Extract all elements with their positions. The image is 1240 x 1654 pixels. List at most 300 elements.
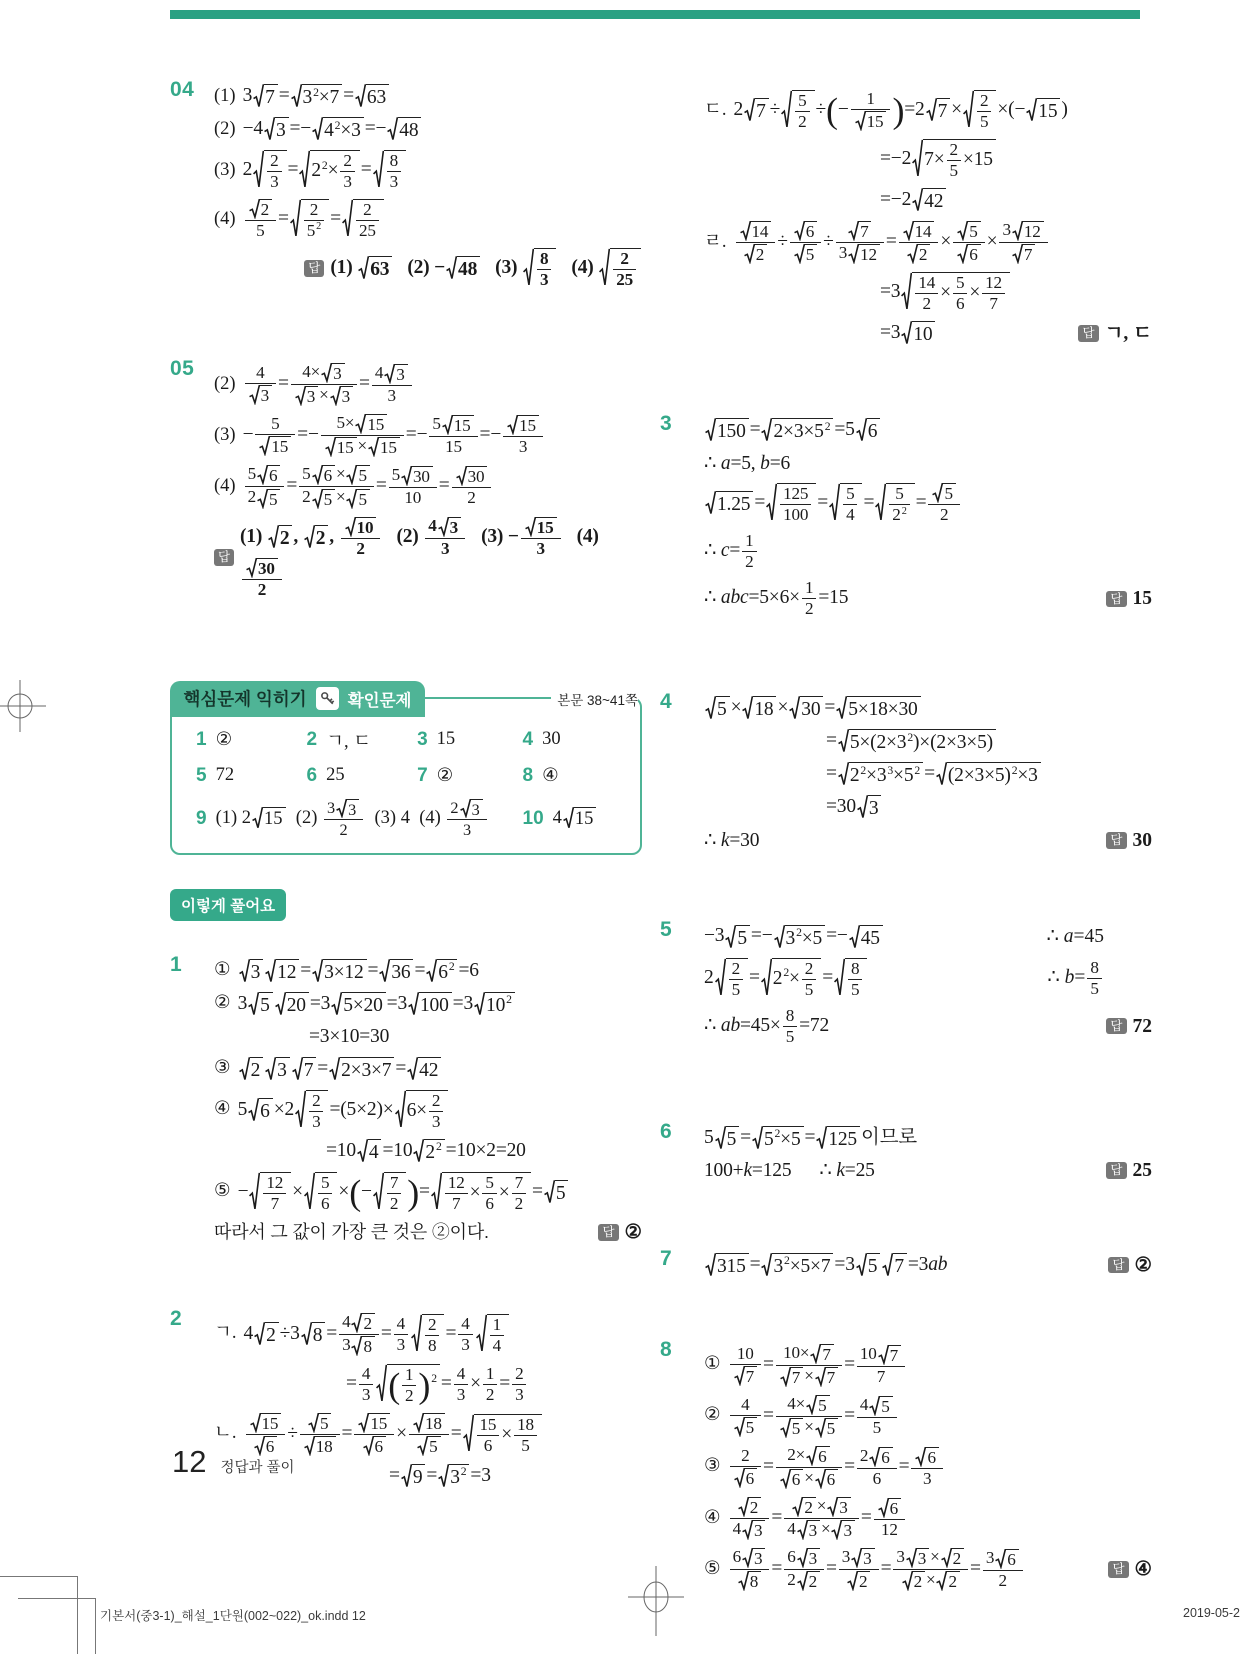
problem-number: 5 [660, 918, 673, 942]
math-expression: − $\frac{12}{7}$ × $\frac{5}{6}$ ×(− $\frac{7}{2}$ )= $\frac{12}{7}$ × $\frac{5}{6}$ × $\frac{7}{2}$ = 5 [238, 1172, 570, 1213]
radical-sign [248, 1098, 259, 1123]
radical-sign [738, 1497, 749, 1517]
math-expression: =−2 42 [880, 188, 947, 213]
answer-line [704, 321, 1152, 346]
radical-sign [431, 1172, 442, 1213]
radical-sign [806, 1395, 817, 1415]
radical-sign [797, 1520, 808, 1540]
radical-sign [856, 418, 867, 443]
answer-cell [417, 765, 518, 787]
right-column [660, 60, 1152, 1599]
radical-sign [901, 272, 912, 313]
math-expression: 100+k=125 ∴ k=25 [704, 1160, 875, 1182]
radical-sign [446, 256, 457, 281]
solution-line [214, 1364, 642, 1405]
radical-sign [766, 483, 777, 524]
radical-sign [301, 1322, 312, 1347]
radical-sign [936, 762, 947, 787]
answer-line [214, 248, 642, 289]
radical-sign [304, 1172, 315, 1213]
problem-number [660, 82, 704, 84]
answer-value: 15 [1132, 588, 1152, 610]
solution-line [704, 795, 1152, 820]
math-expression: 315 = $3^2\times 5\times 7$ =3 5 7 =3ab [704, 1253, 947, 1278]
problem-number: 2 [170, 1306, 183, 1330]
problem-block [660, 1336, 1152, 1600]
radical-sign [355, 414, 366, 434]
radical-sign [507, 415, 518, 435]
radical-sign [401, 466, 412, 486]
solution-lines [704, 1245, 1152, 1286]
answer-line [704, 1159, 1152, 1183]
answer-cell-number: 7 [417, 764, 428, 786]
radical-sign [249, 1172, 260, 1213]
answer-tag [584, 1221, 642, 1244]
radical-sign [915, 1447, 926, 1467]
math-expression: =3×10=30 [309, 1026, 390, 1048]
solution-line [704, 1446, 1152, 1489]
math-expression: −3 5 =− $3^2\times 5$ =− 45 [704, 924, 884, 949]
radical-sign [249, 385, 260, 405]
line-label: ③ [214, 1058, 231, 1079]
radical-sign [963, 90, 974, 131]
solution-line [214, 992, 642, 1017]
solution-line [704, 139, 1152, 180]
problem-block [660, 1118, 1152, 1191]
radical-sign [401, 1464, 412, 1489]
page-footer-label: 정답과 풀이 [220, 1460, 295, 1476]
radical-sign [1012, 221, 1023, 241]
line-label: (3) [214, 159, 236, 180]
radical-sign [426, 959, 437, 984]
radical-sign [290, 199, 301, 240]
answer-line [704, 1253, 1152, 1278]
solution-line [214, 1090, 642, 1131]
radical-sign [407, 1057, 418, 1082]
radical-sign [705, 491, 716, 516]
radical-sign [725, 925, 736, 950]
answer-cell-value: 30 [542, 729, 561, 750]
answer-cell [307, 765, 414, 787]
crop-mark [95, 1598, 96, 1654]
math-expression: 3 12 = 3×12 = 36 = $6^2$ =6 [238, 959, 479, 984]
math-expression: − $\frac{5}{15}$ =− 5× 15 15 × 15 =− 5 15 15 =− $\frac{15}{3}$ [243, 414, 545, 457]
solve-badge: 이렇게 풀어요 [170, 889, 286, 921]
radical-sign [308, 1413, 319, 1433]
math-expression: =3 10 [880, 321, 936, 346]
dap-answer-icon: 답 [1106, 1018, 1126, 1035]
answer-cell-number: 4 [522, 728, 534, 750]
radical-sign [438, 1464, 449, 1489]
radical-sign [411, 1314, 422, 1355]
radical-sign [304, 1436, 315, 1456]
solution-line [214, 199, 642, 240]
radical-sign [304, 525, 315, 550]
answer-cell-number: 3 [417, 728, 428, 750]
problem-block [170, 951, 642, 1253]
solution-lines [704, 410, 1152, 626]
solution-line [214, 1172, 642, 1213]
radical-sign [851, 1548, 862, 1568]
answer-value: ㄱ, ㄷ [1104, 323, 1152, 345]
line-label: ③ [704, 1456, 721, 1477]
answer-cell [196, 727, 303, 753]
radical-sign [599, 248, 610, 289]
problem-block [170, 355, 642, 607]
line-label: (4) [214, 208, 236, 229]
answer-cell-value: 4 15 [553, 807, 598, 830]
solution-lines [704, 916, 1152, 1053]
radical-sign [268, 525, 279, 550]
problem-number: 7 [660, 1246, 673, 1270]
dap-answer-icon: 답 [304, 260, 324, 277]
answer-tag [1094, 1254, 1152, 1277]
radical-sign [345, 517, 356, 537]
answer-cell-value: ④ [542, 765, 559, 786]
radical-sign [264, 117, 275, 142]
radical-sign [705, 418, 716, 443]
radical-sign [838, 762, 849, 787]
radical-sign [752, 1126, 763, 1151]
radical-sign [312, 489, 323, 509]
line-label: ② [704, 1405, 721, 1426]
solution-line [214, 1025, 642, 1049]
line-label: ㄱ. [214, 1323, 237, 1344]
problem-block [660, 916, 1152, 1053]
answer-tag [1092, 829, 1152, 852]
radical-sign [878, 1498, 889, 1518]
solution-line [214, 1057, 642, 1082]
radical-sign [355, 84, 366, 109]
problem-number: 04 [170, 78, 195, 101]
radical-sign [239, 959, 250, 984]
radical-sign [789, 696, 800, 721]
answer-value: ② [624, 1222, 642, 1244]
math-expression: 5 5 = $5^2\times 5$ = 125 이므로 [704, 1126, 917, 1150]
radical-sign [857, 795, 868, 820]
solution-line [704, 729, 1152, 754]
key-icon-box [316, 687, 339, 710]
line-label: (4) [214, 476, 236, 497]
problem-block [660, 688, 1152, 860]
radical-sign [395, 1090, 406, 1131]
math-expression: =30 3 [826, 795, 882, 820]
math-expression: (1) 63 (2) − 48 (3) $\frac{8}{3}$ (4) $\frac{2}{25}$ [330, 248, 642, 289]
problem-number: 8 [660, 1337, 673, 1361]
math-expression: 2 4 3 = 2 × 3 4 3 × 3 = $\frac{6}{12}$ [728, 1497, 907, 1540]
inline-answer: ∴ a=45 [1046, 926, 1104, 948]
math-expression: ∴ ab=45× $\frac{8}{5}$ =72 [704, 1005, 829, 1046]
solution-line [704, 451, 1152, 475]
radical-sign [806, 1446, 817, 1466]
radical-sign [253, 84, 264, 109]
answer-line [704, 828, 1152, 852]
radical-sign [907, 244, 918, 264]
radical-sign [413, 1139, 424, 1164]
answer-cell-value: ② [215, 729, 233, 750]
answer-cell [196, 799, 519, 839]
line-label: (2) [214, 373, 236, 394]
math-expression: 5 6 2 5 = 5 6 × 5 2 5 × 5 = 5 30 10 = $\frac{30}{2}$ [243, 465, 494, 508]
radical-sign [794, 221, 805, 241]
answer-tag [1092, 1015, 1152, 1038]
radical-sign [413, 1413, 424, 1433]
radical-sign [265, 959, 276, 984]
solution-line [704, 1395, 1152, 1438]
solution-lines [214, 951, 642, 1253]
registration-mark-left [0, 678, 48, 734]
answer-value: 72 [1132, 1015, 1152, 1037]
answer-box-page-ref: 본문 38~41쪽 [551, 689, 638, 709]
radical-sign [373, 1172, 384, 1213]
math-expression: $\frac{10}{7}$ = 10× 7 7 × 7 = 10 7 7 [728, 1344, 907, 1387]
math-expression: (1) 2 , 2 , $\frac{10}{2}$ (2) 4 3 3 (3) − $\frac{15}{3}$ (4) $\frac{30}{2}$ [240, 515, 604, 599]
answer-value: 30 [1132, 829, 1152, 851]
crop-mark [18, 1598, 95, 1599]
answer-cell [523, 727, 624, 753]
radical-sign [312, 117, 323, 142]
radical-sign [387, 117, 398, 142]
dap-answer-icon: 답 [1106, 591, 1126, 608]
math-expression: ∴ a=5, b=6 [704, 452, 791, 474]
radical-sign [792, 1497, 803, 1517]
radical-sign [358, 1413, 369, 1433]
math-expression: ∴ abc=5×6× $\frac{1}{2}$ =15 [704, 578, 849, 619]
math-expression: $\frac{14}{2}$ ÷ $\frac{6}{5}$ ÷ 7 3 12 = $\frac{14}{2}$ × $\frac{5}{6}$ × 3 12 7 [734, 221, 1050, 264]
radical-sign [544, 1180, 555, 1205]
math-expression: = $\frac{4}{3}$ ( $\frac{1}{2}$ )$^2$ = $\frac{4}{3}$ × $\frac{1}{2}$ = $\frac{2}{3}$ [346, 1364, 528, 1405]
solution-line [704, 1344, 1152, 1387]
line-label: (2) [214, 118, 236, 139]
radical-sign [292, 1057, 303, 1082]
dap-answer-icon: 답 [1106, 1162, 1126, 1179]
radical-sign [882, 1253, 893, 1278]
radical-sign [321, 363, 332, 383]
radical-sign [810, 1344, 821, 1364]
answer-cell-number: 8 [522, 764, 534, 786]
print-date: 2019-05-2 [1183, 1606, 1240, 1620]
dap-answer-icon: 답 [1108, 1561, 1128, 1578]
answer-cell-number: 5 [196, 764, 207, 786]
radical-sign [705, 1253, 716, 1278]
solution-line [704, 696, 1152, 721]
radical-sign [912, 188, 923, 213]
solution-lines [704, 82, 1152, 354]
math-expression: 2 3 7 = 2×3×7 = 42 [238, 1057, 443, 1082]
answer-line [704, 1548, 1152, 1591]
radical-sign [834, 958, 845, 999]
math-expression: 150 = $2\times 3\times 5^2$ =5 6 [704, 418, 881, 443]
radical-sign [257, 489, 268, 509]
line-label: ② [214, 993, 231, 1014]
radical-sign [831, 1520, 842, 1540]
answer-value: 25 [1132, 1160, 1152, 1182]
radical-sign [329, 1057, 340, 1082]
solution-line [214, 414, 642, 457]
radical-sign [780, 1469, 791, 1489]
solve-badge-wrap [170, 855, 642, 921]
answer-tag [1094, 1558, 1152, 1581]
math-expression: $\frac{4}{3}$ = 4× 3 3 × 3 = 4 3 3 [243, 363, 414, 406]
radical-sign [815, 1469, 826, 1489]
radical-sign [941, 1548, 952, 1568]
math-expression: = $2^2\times 3^3\times 5^2$ = $(2\times 3\times 5)^2\times 3$ [826, 762, 1042, 787]
radical-sign [744, 98, 755, 123]
math-expression: 3 7 = $3^2\times 7$ = 63 [243, 84, 390, 109]
solution-line [704, 532, 1152, 571]
line-label: (1) [214, 85, 236, 106]
radical-sign [408, 992, 419, 1017]
radical-sign [331, 992, 342, 1017]
answer-cell-value: ㄱ, ㄷ [326, 731, 372, 752]
inline-answer: ∴ b= $\frac{8}{5}$ [1047, 959, 1104, 998]
answer-line [704, 579, 1152, 618]
radical-sign [474, 992, 485, 1017]
math-expression: 6 3 8 = 6 3 2 2 = 3 3 2 = 3 3 × 2 2 × 2 = 3 6 2 [728, 1548, 1025, 1591]
radical-sign [797, 1571, 808, 1591]
radical-sign [848, 244, 859, 264]
radical-sign [878, 1345, 889, 1365]
radical-sign [1012, 244, 1023, 264]
dap-answer-icon: 답 [214, 549, 234, 566]
radical-sign [442, 415, 453, 435]
radical-sign [815, 1418, 826, 1438]
answer-line [704, 1007, 1152, 1046]
radical-sign [357, 1139, 368, 1164]
answer-cell-number: 9 [196, 807, 207, 829]
radical-sign [855, 111, 866, 131]
print-filename: 기본서(중3-1)_해설_1단원(002~022)_ok.indd 12 [100, 1609, 366, 1623]
radical-sign [995, 1549, 1006, 1569]
solution-lines [704, 1336, 1152, 1600]
radical-sign [275, 992, 286, 1017]
radical-sign [312, 465, 323, 485]
radical-sign [849, 925, 860, 950]
answer-cell-value: 72 [215, 765, 235, 786]
math-expression: −4 3 =− $4^2\times 3$ =− 48 [243, 117, 423, 142]
problem-number: 1 [170, 952, 183, 976]
radical-sign [744, 244, 755, 264]
radical-sign [417, 1436, 428, 1456]
line-label: ① [704, 1354, 721, 1375]
radical-sign [906, 1548, 917, 1568]
line-label: ㄹ. [704, 231, 727, 252]
line-label: ④ [704, 1507, 721, 1528]
math-expression: = $5\times(2\times 3^2)\times(2\times 3\times 5)$ [826, 729, 997, 754]
radical-sign [254, 1322, 265, 1347]
radical-sign [363, 1436, 374, 1456]
solution-line [704, 924, 1152, 949]
radical-sign [249, 199, 260, 219]
key-icon [320, 691, 335, 706]
radical-sign [848, 221, 859, 241]
math-expression: 3 5 20 =3 5×20 =3 100 =3 $10^2$ [238, 992, 516, 1017]
radical-sign [838, 729, 849, 754]
math-expression: 2 $\frac{2}{3}$ = $2^2\times$ $\frac{2}{3}$ = $\frac{8}{3}$ [243, 150, 407, 191]
answer-line [214, 1221, 642, 1245]
solution-lines [704, 688, 1152, 860]
radical-sign [912, 139, 923, 180]
radical-sign [1026, 98, 1037, 123]
dap-answer-icon: 답 [1108, 1257, 1128, 1274]
radical-sign [781, 90, 792, 131]
radical-sign [246, 558, 257, 578]
solution-line [704, 958, 1152, 999]
radical-sign [525, 517, 536, 537]
radical-sign [312, 959, 323, 984]
radical-sign [847, 1571, 858, 1591]
radical-sign [761, 958, 772, 999]
answer-value: ④ [1134, 1559, 1152, 1581]
math-expression: $\frac{15}{6}$ ÷ $\frac{5}{18}$ = $\frac{15}{6}$ × $\frac{18}{5}$ = $\frac{15}{6}$ × $\frac{18}{5}$ [244, 1413, 543, 1456]
answer-tag [1064, 322, 1152, 345]
answer-line [214, 517, 642, 599]
radical-sign [330, 386, 341, 406]
page-number: 12 [172, 1444, 207, 1479]
solution-lines [704, 1118, 1152, 1191]
radical-sign [299, 150, 310, 191]
radical-sign [342, 199, 353, 240]
radical-sign [957, 221, 968, 241]
math-expression: 5 6 ×2 $\frac{2}{3}$ =(5×2)× 6× $\frac{2}{3}$ [238, 1090, 450, 1131]
solution-line [704, 90, 1152, 131]
crop-mark [0, 1576, 77, 1577]
radical-sign [780, 1367, 791, 1387]
answer-box-title: 핵심문제 익히기 [183, 689, 307, 710]
radical-sign [957, 244, 968, 264]
answer-cell [307, 727, 414, 753]
solution-line [704, 272, 1152, 313]
answer-cell-value: 15 [436, 729, 456, 750]
answer-cell-number: 1 [196, 728, 207, 750]
answer-grid [196, 727, 624, 839]
answer-box-subtitle: 확인문제 [347, 691, 412, 710]
math-expression: 5 × 18 × 30 = 5×18×30 [704, 696, 922, 721]
problem-number: 4 [660, 690, 673, 714]
answer-cell [417, 727, 518, 753]
radical-sign [901, 321, 912, 346]
line-label: ⑤ [704, 1558, 721, 1579]
crop-mark [77, 1576, 78, 1654]
radical-sign [738, 1571, 749, 1591]
radical-sign [376, 1364, 387, 1405]
dap-answer-icon: 답 [1106, 832, 1126, 849]
radical-sign [926, 98, 937, 123]
radical-sign [265, 1057, 276, 1082]
radical-sign [734, 1417, 745, 1437]
left-column [170, 60, 642, 1497]
problem-number: 3 [660, 412, 673, 436]
answer-cell-value: (1) 2 15 (2) 3 3 2 (3) 4 (4) 2 3 3 [216, 799, 489, 839]
radical-sign [829, 483, 840, 524]
solution-line [214, 959, 642, 984]
math-expression: $\frac{4}{5}$ = 4× 5 5 × 5 = 4 5 5 [728, 1395, 899, 1438]
problem-block [660, 82, 1152, 354]
math-expression: 2 7 ÷ $\frac{5}{2}$ ÷(− $\frac{1}{15}$ )=2 7 × $\frac{2}{5}$ ×(− 15 ) [733, 89, 1068, 132]
solution-lines [214, 355, 642, 607]
line-label: ④ [214, 1099, 231, 1120]
line-label: ① [214, 960, 231, 981]
math-expression: =−2 7× $\frac{2}{5}$ ×15 [880, 139, 997, 180]
radical-sign [379, 959, 390, 984]
radical-sign [252, 807, 263, 830]
math-expression: $\frac{2}{6}$ = 2× 6 6 × 6 = 2 6 6 = $\frac{6}{3}$ [728, 1446, 945, 1489]
answer-cell [523, 799, 624, 839]
radical-sign [563, 807, 574, 830]
radical-sign [774, 925, 785, 950]
math-expression: $\frac{2}{5}$ = $\frac{2}{5^2}$ = $\frac{2}{25}$ [243, 199, 385, 240]
problem-block [660, 1245, 1152, 1286]
